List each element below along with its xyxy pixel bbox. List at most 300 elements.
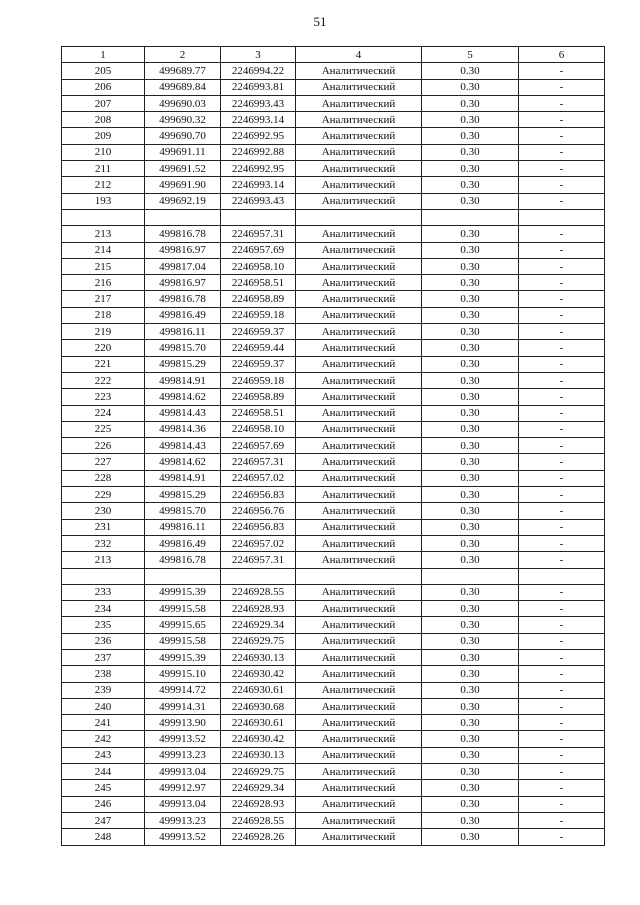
column-header: 4 <box>296 47 422 63</box>
table-cell <box>519 568 605 584</box>
table-cell: 2246956.76 <box>221 503 296 519</box>
table-cell: 208 <box>62 112 145 128</box>
table-cell: 499915.58 <box>145 601 221 617</box>
table-row <box>62 177 605 193</box>
table-cell: 499913.90 <box>145 715 221 731</box>
table-row <box>62 747 605 763</box>
table-cell: - <box>519 617 605 633</box>
table-cell: 499691.11 <box>145 144 221 160</box>
table-cell: - <box>519 535 605 551</box>
table-cell: 2246958.51 <box>221 275 296 291</box>
table-row <box>62 487 605 503</box>
table-cell: 207 <box>62 95 145 111</box>
table-cell: 499692.19 <box>145 193 221 209</box>
table-cell: - <box>519 796 605 812</box>
table-cell: 2246930.68 <box>221 698 296 714</box>
table-cell: 0.30 <box>422 144 519 160</box>
table-cell: 2246992.88 <box>221 144 296 160</box>
table-cell: - <box>519 291 605 307</box>
table-cell: Аналитический <box>296 796 422 812</box>
table-cell: - <box>519 112 605 128</box>
table-cell: 0.30 <box>422 291 519 307</box>
table-row <box>62 405 605 421</box>
table-cell: 247 <box>62 812 145 828</box>
table-cell: 2246930.13 <box>221 747 296 763</box>
table-cell: 219 <box>62 324 145 340</box>
table-row <box>62 79 605 95</box>
table-row <box>62 242 605 258</box>
table-cell <box>296 568 422 584</box>
table-cell: Аналитический <box>296 454 422 470</box>
table-cell: Аналитический <box>296 389 422 405</box>
table-cell: - <box>519 177 605 193</box>
table-cell: 2246958.89 <box>221 291 296 307</box>
table-cell <box>145 568 221 584</box>
table-cell <box>145 209 221 225</box>
table-cell: 211 <box>62 161 145 177</box>
table-row <box>62 633 605 649</box>
table-cell: 499913.04 <box>145 764 221 780</box>
table-cell: 0.30 <box>422 552 519 568</box>
table-row <box>62 796 605 812</box>
table-cell: 0.30 <box>422 372 519 388</box>
table-row <box>62 389 605 405</box>
table-cell: 244 <box>62 764 145 780</box>
table-cell: Аналитический <box>296 698 422 714</box>
table-cell: 2246993.81 <box>221 79 296 95</box>
table-cell: Аналитический <box>296 144 422 160</box>
table-cell: - <box>519 780 605 796</box>
table-cell: Аналитический <box>296 275 422 291</box>
table-cell: 499814.62 <box>145 389 221 405</box>
table-cell: Аналитический <box>296 649 422 665</box>
table-cell: 0.30 <box>422 535 519 551</box>
table-cell: 0.30 <box>422 128 519 144</box>
table-row <box>62 568 605 584</box>
table-cell: 217 <box>62 291 145 307</box>
table-row <box>62 63 605 79</box>
table-cell: Аналитический <box>296 812 422 828</box>
table-cell: 240 <box>62 698 145 714</box>
table-cell: - <box>519 584 605 600</box>
table-cell: Аналитический <box>296 356 422 372</box>
table-cell: 2246992.95 <box>221 161 296 177</box>
table-cell: - <box>519 63 605 79</box>
table-cell: Аналитический <box>296 535 422 551</box>
table-cell: 2246958.10 <box>221 421 296 437</box>
table-row <box>62 470 605 486</box>
table-cell: - <box>519 307 605 323</box>
table-cell: 213 <box>62 552 145 568</box>
table-cell <box>422 568 519 584</box>
table-cell: 0.30 <box>422 95 519 111</box>
table-cell: 2246958.51 <box>221 405 296 421</box>
table-cell: - <box>519 601 605 617</box>
table-cell: 2246959.37 <box>221 356 296 372</box>
table-cell: - <box>519 454 605 470</box>
table-cell: - <box>519 715 605 731</box>
table-cell: - <box>519 829 605 845</box>
table-cell: 0.30 <box>422 324 519 340</box>
table-cell: 0.30 <box>422 340 519 356</box>
table-cell: 2246930.61 <box>221 715 296 731</box>
table-cell: - <box>519 389 605 405</box>
table-cell: Аналитический <box>296 226 422 242</box>
table-cell: Аналитический <box>296 470 422 486</box>
table-row <box>62 209 605 225</box>
table-cell: 2246959.37 <box>221 324 296 340</box>
table-cell: Аналитический <box>296 112 422 128</box>
table-cell: - <box>519 340 605 356</box>
table-cell: 0.30 <box>422 177 519 193</box>
table-cell: 499913.23 <box>145 812 221 828</box>
table-cell: 2246957.31 <box>221 226 296 242</box>
table-row <box>62 193 605 209</box>
table-cell: 499689.84 <box>145 79 221 95</box>
table-cell: 245 <box>62 780 145 796</box>
table-cell: 2246930.13 <box>221 649 296 665</box>
table-cell: 0.30 <box>422 584 519 600</box>
table-cell: - <box>519 470 605 486</box>
table-cell <box>422 209 519 225</box>
table-cell: 2246930.42 <box>221 731 296 747</box>
table-row <box>62 340 605 356</box>
table-cell: 499816.49 <box>145 535 221 551</box>
table-cell: Аналитический <box>296 552 422 568</box>
table-cell: 226 <box>62 438 145 454</box>
table-cell: 246 <box>62 796 145 812</box>
table-cell: 214 <box>62 242 145 258</box>
table-row <box>62 584 605 600</box>
table-cell: 193 <box>62 193 145 209</box>
table-cell: 2246956.83 <box>221 487 296 503</box>
table-body <box>62 63 605 845</box>
table-cell: 2246959.18 <box>221 307 296 323</box>
table-row <box>62 258 605 274</box>
table-cell: - <box>519 193 605 209</box>
table-cell: 212 <box>62 177 145 193</box>
table-cell: - <box>519 405 605 421</box>
table-cell: 499913.04 <box>145 796 221 812</box>
table-cell: 499913.52 <box>145 829 221 845</box>
table-cell: Аналитический <box>296 307 422 323</box>
table-cell: 2246928.55 <box>221 812 296 828</box>
table-cell: 220 <box>62 340 145 356</box>
column-header: 2 <box>145 47 221 63</box>
table-cell: 499814.62 <box>145 454 221 470</box>
table-cell: 228 <box>62 470 145 486</box>
table-cell: 499691.52 <box>145 161 221 177</box>
table-cell: Аналитический <box>296 324 422 340</box>
table-cell: 0.30 <box>422 63 519 79</box>
table-cell: 2246957.02 <box>221 470 296 486</box>
table-cell: 0.30 <box>422 307 519 323</box>
table-cell: - <box>519 552 605 568</box>
table-cell: 2246956.83 <box>221 519 296 535</box>
table-row <box>62 291 605 307</box>
table-cell: 499912.97 <box>145 780 221 796</box>
table-cell: Аналитический <box>296 193 422 209</box>
table-cell: 0.30 <box>422 601 519 617</box>
table-cell: Аналитический <box>296 128 422 144</box>
table-cell: - <box>519 698 605 714</box>
table-cell: 232 <box>62 535 145 551</box>
table-cell: - <box>519 731 605 747</box>
table-cell: 2246958.89 <box>221 389 296 405</box>
table-cell: 2246993.14 <box>221 112 296 128</box>
table-cell: 0.30 <box>422 421 519 437</box>
table-cell: 0.30 <box>422 666 519 682</box>
table-cell: 2246930.42 <box>221 666 296 682</box>
table-cell: 239 <box>62 682 145 698</box>
table-cell: 499915.39 <box>145 584 221 600</box>
table-cell: 215 <box>62 258 145 274</box>
table-row <box>62 324 605 340</box>
table-cell: 213 <box>62 226 145 242</box>
table-cell: Аналитический <box>296 79 422 95</box>
table-row <box>62 731 605 747</box>
table-cell: 2246929.75 <box>221 764 296 780</box>
table-cell: Аналитический <box>296 63 422 79</box>
table-cell: 0.30 <box>422 747 519 763</box>
table-cell: 218 <box>62 307 145 323</box>
table-cell: 0.30 <box>422 79 519 95</box>
table-cell: Аналитический <box>296 519 422 535</box>
table-cell: 499815.70 <box>145 340 221 356</box>
table-cell: 499915.10 <box>145 666 221 682</box>
table-cell: 221 <box>62 356 145 372</box>
table-cell: 499816.97 <box>145 275 221 291</box>
table-cell: 206 <box>62 79 145 95</box>
table-row <box>62 438 605 454</box>
table-cell: 499689.77 <box>145 63 221 79</box>
table-cell: 0.30 <box>422 470 519 486</box>
table-cell: 233 <box>62 584 145 600</box>
table-cell: 0.30 <box>422 519 519 535</box>
table-cell: - <box>519 258 605 274</box>
table-cell: 2246957.69 <box>221 438 296 454</box>
table-cell: 2246929.34 <box>221 780 296 796</box>
table-cell: 2246928.93 <box>221 601 296 617</box>
table-cell: 499816.11 <box>145 519 221 535</box>
table-cell: 2246957.02 <box>221 535 296 551</box>
table-cell: - <box>519 666 605 682</box>
table-cell: 2246928.55 <box>221 584 296 600</box>
table-cell: Аналитический <box>296 405 422 421</box>
table-cell: 499913.52 <box>145 731 221 747</box>
table-cell: 499816.78 <box>145 291 221 307</box>
table-row <box>62 275 605 291</box>
table-cell: 499691.90 <box>145 177 221 193</box>
table-cell: 499816.11 <box>145 324 221 340</box>
table-cell: 499816.49 <box>145 307 221 323</box>
table-cell <box>221 209 296 225</box>
table-cell: 209 <box>62 128 145 144</box>
column-header: 6 <box>519 47 605 63</box>
table-cell: 242 <box>62 731 145 747</box>
table-cell: 2246957.69 <box>221 242 296 258</box>
table-cell: Аналитический <box>296 780 422 796</box>
table-cell: 0.30 <box>422 112 519 128</box>
table-cell: 2246958.10 <box>221 258 296 274</box>
table-cell: 2246929.75 <box>221 633 296 649</box>
table-cell <box>296 209 422 225</box>
table-row <box>62 829 605 845</box>
table-cell: 499814.91 <box>145 470 221 486</box>
table-cell: 499816.97 <box>145 242 221 258</box>
table-cell: 2246959.44 <box>221 340 296 356</box>
table-cell: 499690.70 <box>145 128 221 144</box>
table-row <box>62 421 605 437</box>
table-cell: 2246993.14 <box>221 177 296 193</box>
table-cell: Аналитический <box>296 161 422 177</box>
table-row <box>62 144 605 160</box>
table-cell: 0.30 <box>422 812 519 828</box>
table-cell: - <box>519 438 605 454</box>
table-cell: 2246928.26 <box>221 829 296 845</box>
table-cell: 499913.23 <box>145 747 221 763</box>
table-cell: 0.30 <box>422 649 519 665</box>
table-cell: 0.30 <box>422 796 519 812</box>
table-cell: - <box>519 682 605 698</box>
table-cell: - <box>519 324 605 340</box>
table-cell: 0.30 <box>422 731 519 747</box>
table-row <box>62 535 605 551</box>
table-cell: 210 <box>62 144 145 160</box>
column-header: 5 <box>422 47 519 63</box>
table-cell: 0.30 <box>422 764 519 780</box>
table-cell: 234 <box>62 601 145 617</box>
table-cell: 0.30 <box>422 829 519 845</box>
table-cell <box>519 209 605 225</box>
table-cell: 248 <box>62 829 145 845</box>
table-cell: - <box>519 421 605 437</box>
table-row <box>62 601 605 617</box>
table-cell: Аналитический <box>296 177 422 193</box>
table-cell: 0.30 <box>422 161 519 177</box>
table-cell: - <box>519 503 605 519</box>
table-row <box>62 649 605 665</box>
table-cell: 499814.36 <box>145 421 221 437</box>
table-cell: 0.30 <box>422 356 519 372</box>
table-cell: Аналитический <box>296 666 422 682</box>
table-cell: 2246993.43 <box>221 95 296 111</box>
table-cell: 499814.91 <box>145 372 221 388</box>
table-cell: Аналитический <box>296 438 422 454</box>
table-cell: 0.30 <box>422 389 519 405</box>
table-cell: - <box>519 356 605 372</box>
table-cell: - <box>519 519 605 535</box>
table-cell: 230 <box>62 503 145 519</box>
table-cell: 499816.78 <box>145 226 221 242</box>
table-row <box>62 715 605 731</box>
table-cell: Аналитический <box>296 731 422 747</box>
table-cell: 0.30 <box>422 258 519 274</box>
table-cell: 0.30 <box>422 405 519 421</box>
table-cell: 499690.32 <box>145 112 221 128</box>
table-cell: - <box>519 144 605 160</box>
table-row <box>62 780 605 796</box>
table-row <box>62 617 605 633</box>
table-cell: 499814.43 <box>145 405 221 421</box>
table-cell <box>62 568 145 584</box>
table-cell: 0.30 <box>422 226 519 242</box>
table-cell: 216 <box>62 275 145 291</box>
table-row <box>62 503 605 519</box>
table-cell: 224 <box>62 405 145 421</box>
table-cell: - <box>519 95 605 111</box>
table-cell: 0.30 <box>422 438 519 454</box>
table-row <box>62 112 605 128</box>
table-cell: 2246992.95 <box>221 128 296 144</box>
table-cell: 0.30 <box>422 193 519 209</box>
table-cell: 205 <box>62 63 145 79</box>
page-number: 51 <box>313 14 327 29</box>
table-row <box>62 356 605 372</box>
table-cell: 0.30 <box>422 487 519 503</box>
table-cell: 236 <box>62 633 145 649</box>
table-row <box>62 698 605 714</box>
table-row <box>62 552 605 568</box>
table-cell: - <box>519 161 605 177</box>
table-row <box>62 372 605 388</box>
table-cell: 499814.43 <box>145 438 221 454</box>
table-cell: 0.30 <box>422 780 519 796</box>
table-cell: 499914.31 <box>145 698 221 714</box>
table-cell: 499815.70 <box>145 503 221 519</box>
table-cell: Аналитический <box>296 764 422 780</box>
table-cell: Аналитический <box>296 258 422 274</box>
table-cell: Аналитический <box>296 487 422 503</box>
table-cell: - <box>519 764 605 780</box>
table-cell: Аналитический <box>296 633 422 649</box>
table-cell: 499816.78 <box>145 552 221 568</box>
table-cell: 499915.58 <box>145 633 221 649</box>
table-cell: 238 <box>62 666 145 682</box>
table-cell: 2246930.61 <box>221 682 296 698</box>
table-row <box>62 95 605 111</box>
table-cell: - <box>519 747 605 763</box>
table-row <box>62 226 605 242</box>
table-cell: Аналитический <box>296 601 422 617</box>
table-cell: - <box>519 649 605 665</box>
table-row <box>62 666 605 682</box>
table-cell: 2246929.34 <box>221 617 296 633</box>
table-cell: 2246957.31 <box>221 454 296 470</box>
table-cell: - <box>519 242 605 258</box>
table-cell: Аналитический <box>296 617 422 633</box>
table-cell: 499915.39 <box>145 649 221 665</box>
table-cell: 2246928.93 <box>221 796 296 812</box>
table-cell: Аналитический <box>296 291 422 307</box>
table-cell: - <box>519 226 605 242</box>
coordinates-table <box>61 46 605 846</box>
table-cell: - <box>519 487 605 503</box>
table-cell: 0.30 <box>422 242 519 258</box>
table-row <box>62 454 605 470</box>
table-cell: 0.30 <box>422 503 519 519</box>
table-row <box>62 307 605 323</box>
table-cell: 222 <box>62 372 145 388</box>
table-row <box>62 519 605 535</box>
table-cell: 2246994.22 <box>221 63 296 79</box>
table-cell: - <box>519 275 605 291</box>
table-cell: 229 <box>62 487 145 503</box>
table-cell: - <box>519 79 605 95</box>
table-row <box>62 128 605 144</box>
table-cell: 2246957.31 <box>221 552 296 568</box>
table-cell: - <box>519 812 605 828</box>
